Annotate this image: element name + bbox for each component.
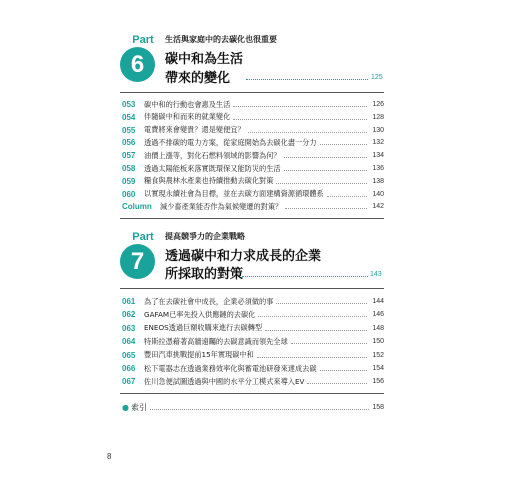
entry-number: 059 — [122, 176, 136, 186]
entry-page: 146 — [372, 311, 384, 319]
toc-entry[interactable] — [122, 189, 384, 200]
leader-dots — [320, 144, 367, 145]
toc-entry[interactable] — [122, 309, 384, 320]
title-leader-dots — [242, 276, 368, 277]
toc-entry[interactable] — [122, 137, 384, 148]
entry-page: 140 — [372, 190, 384, 198]
part-label: Part — [132, 34, 154, 46]
entry-title: 佐川急便試圖透過與中國的水平分工模式來導入EV — [144, 376, 305, 386]
toc-entry[interactable] — [122, 99, 384, 110]
toc-entry[interactable] — [122, 296, 384, 307]
entry-page: 126 — [372, 101, 384, 108]
entry-page: 132 — [372, 139, 384, 147]
title-leader-dots — [246, 79, 368, 80]
entry-number: 066 — [122, 364, 136, 373]
index-label: 索引 — [130, 403, 147, 412]
leader-dots — [276, 303, 367, 304]
leader-dots — [150, 409, 369, 410]
entry-number: 065 — [122, 350, 136, 360]
entry-page: 154 — [372, 365, 384, 372]
toc-entry[interactable] — [122, 112, 384, 123]
part-title-line-2: 所採取的對策 — [165, 267, 244, 282]
leader-dots — [257, 357, 367, 358]
section-divider — [120, 288, 384, 289]
leader-dots — [258, 316, 367, 317]
entry-number: 058 — [122, 164, 136, 173]
part-title-line-2: 帶來的變化 — [165, 71, 231, 86]
entry-title: 松下電器志在透過業務效率化與蓄電池研發來達成去碳 — [144, 363, 317, 373]
leader-dots — [284, 157, 367, 158]
bullet-icon: ● — [122, 403, 129, 412]
entry-page: 134 — [372, 152, 384, 160]
entry-page: 148 — [372, 324, 384, 332]
entry-number: 057 — [122, 151, 136, 161]
entry-title: ENEOS透過巨額收購來進行去碳轉型 — [144, 323, 263, 333]
entry-number: 062 — [122, 310, 136, 320]
toc-entry[interactable] — [122, 201, 384, 212]
toc-entry[interactable] — [122, 163, 384, 174]
entry-page: 128 — [372, 113, 384, 121]
entry-number: Column — [122, 202, 152, 212]
part-number-badge: 6 — [120, 47, 155, 82]
entry-title: 特斯拉憑藉著高牆遠矚的去碳意識而領先全球 — [144, 336, 288, 346]
part-number-badge: 7 — [120, 244, 155, 279]
toc-entry[interactable] — [122, 376, 384, 387]
part-title-page[interactable]: 143 — [370, 271, 382, 278]
entry-title: 透過不排碳的電力方案，從家庭開始為去碳化盡一分力 — [144, 137, 317, 147]
entry-page: 136 — [372, 165, 384, 172]
part-subtitle: 生活與家庭中的去碳化也很重要 — [165, 35, 277, 44]
entry-page: 150 — [372, 338, 384, 346]
entry-number: 064 — [122, 337, 136, 347]
leader-dots — [248, 132, 367, 133]
leader-dots — [320, 370, 367, 371]
entry-title: 糧食與農林水產業也持續推動去碳化對策 — [144, 176, 274, 186]
toc-entry[interactable] — [122, 150, 384, 161]
entry-number: 054 — [122, 112, 136, 122]
entry-page: 138 — [372, 177, 384, 185]
leader-dots — [233, 119, 367, 120]
part-label: Part — [132, 231, 154, 243]
index-page: 158 — [372, 404, 384, 411]
entry-title: 為了在去碳社會中成長，企業必須做的事 — [144, 296, 274, 306]
leader-dots — [284, 170, 367, 171]
entry-title: 透過太陽能板來落實既環保又能防災的生活 — [144, 163, 281, 173]
entry-title: 伴隨碳中和而來的就業變化 — [144, 112, 231, 122]
entry-number: 055 — [122, 125, 136, 135]
leader-dots — [265, 330, 367, 331]
entry-title: 碳中和的行動也會惠及生活 — [144, 99, 231, 109]
entry-title: 豐田汽車挑戰提前15年實現碳中和 — [144, 350, 254, 360]
entry-page: 142 — [372, 203, 384, 211]
entry-page: 156 — [372, 378, 384, 386]
leader-dots — [307, 383, 367, 384]
entry-number: 061 — [122, 297, 136, 306]
section-divider — [120, 393, 384, 394]
leader-dots — [327, 196, 367, 197]
toc-entry[interactable] — [122, 350, 384, 361]
toc-entry[interactable] — [122, 125, 384, 136]
entry-title: 電費將來會變貴？還是變便宜？ — [144, 125, 245, 135]
leader-dots — [291, 343, 367, 344]
entry-page: 144 — [372, 298, 384, 305]
part-title-page[interactable]: 125 — [371, 74, 383, 81]
part-title-line-1: 透過碳中和力求成長的企業 — [165, 249, 322, 264]
entry-number: 060 — [122, 189, 136, 199]
entry-number: 053 — [122, 100, 136, 109]
leader-dots — [276, 183, 367, 184]
part-subtitle: 提高競爭力的企業戰略 — [165, 232, 245, 241]
part-title-line-1: 碳中和為生活 — [165, 52, 244, 67]
entry-number: 056 — [122, 138, 136, 148]
leader-dots — [285, 208, 367, 209]
section-divider — [120, 92, 384, 93]
toc-entry[interactable] — [122, 363, 384, 374]
entry-title: GAFAM已率先投入供應鏈的去碳化 — [144, 309, 256, 319]
entry-page: 130 — [372, 126, 384, 134]
entry-title: 油價上漲等，對化石燃料領域的影響為何？ — [144, 150, 281, 160]
entry-number: 063 — [122, 323, 136, 333]
index-entry[interactable] — [122, 402, 384, 413]
entry-page: 152 — [372, 351, 384, 359]
entry-number: 067 — [122, 377, 136, 387]
toc-entry[interactable] — [122, 323, 384, 334]
entry-title: 減少畜產業能否作為氣候變遷的對策？ — [160, 201, 283, 211]
page-folio: 8 — [107, 452, 112, 461]
leader-dots — [233, 106, 367, 107]
section-divider — [120, 218, 384, 219]
entry-title: 以實現永續社會為目標，並在去碳方面建構資源循環體系 — [144, 189, 324, 199]
toc-entry[interactable] — [122, 176, 384, 187]
toc-entry[interactable] — [122, 336, 384, 347]
